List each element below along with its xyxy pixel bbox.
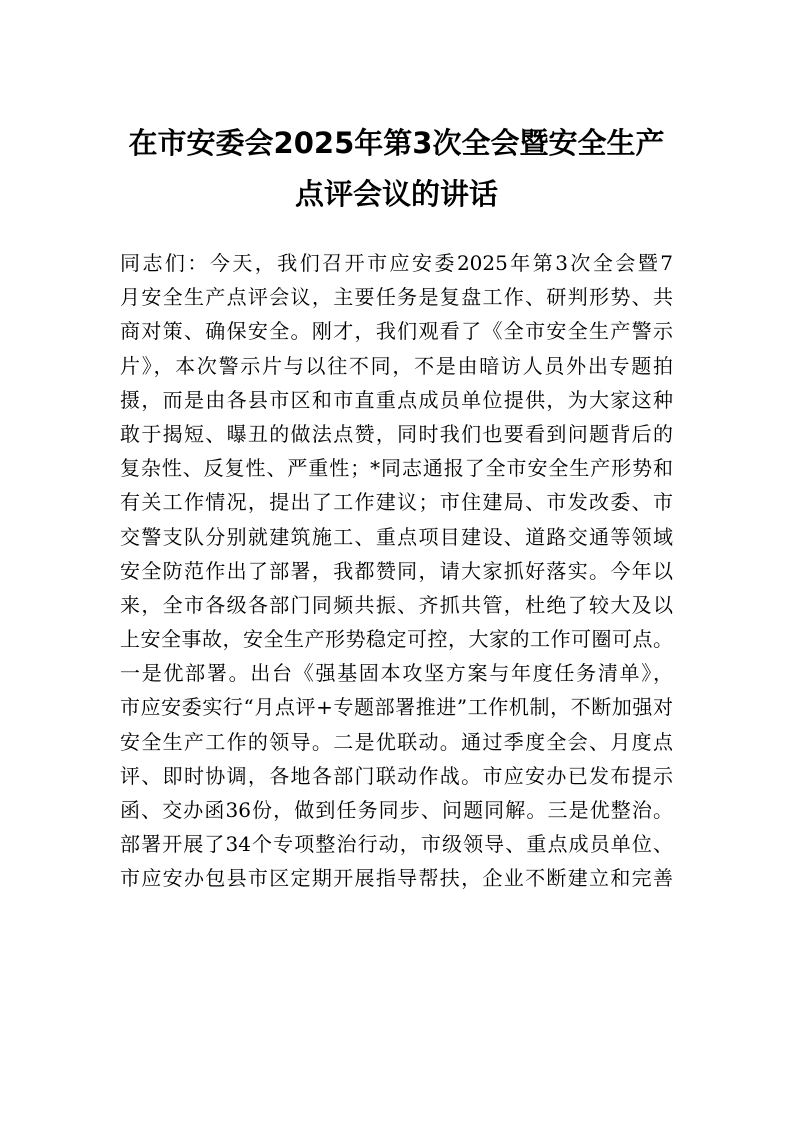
body-line: 市应安办包县市区定期开展指导帮扶，企业不断建立和完善	[120, 866, 673, 891]
body-line: 片》，本次警示片与以往不同，不是由暗访人员外出专题拍	[120, 353, 673, 378]
body-line: 安全防范作出了部署，我都赞同，请大家抓好落实。今年以	[120, 558, 673, 583]
body-line: 上安全事故，安全生产形势稳定可控，大家的工作可圈可点。	[120, 627, 673, 652]
body-line: 评、即时协调，各地各部门联动作战。市应安办已发布提示	[120, 763, 673, 788]
body-line: 商对策、确保安全。刚才，我们观看了《全市安全生产警示	[120, 319, 673, 344]
body-line: 同志们：今天，我们召开市应安委2025年第3次全会暨7	[120, 251, 673, 275]
body-line: 复杂性、反复性、严重性；*同志通报了全市安全生产形势和	[120, 456, 673, 481]
body-line: 一是优部署。出台《强基固本攻坚方案与年度任务清单》，	[120, 661, 673, 686]
document-body	[120, 246, 673, 896]
body-line: 来，全市各级各部门同频共振、齐抓共管，杜绝了较大及以	[120, 592, 673, 617]
body-line: 函、交办函36份，做到任务同步、问题同解。三是优整治。	[120, 798, 673, 822]
body-line: 交警支队分别就建筑施工、重点项目建设、道路交通等领域	[120, 524, 673, 549]
title-line-1: 在市安委会2025年第3次全会暨安全生产	[128, 126, 665, 160]
body-line: 摄，而是由各县市区和市直重点成员单位提供，为大家这种	[120, 387, 673, 412]
body-line: 有关工作情况，提出了工作建议；市住建局、市发改委、市	[120, 490, 673, 515]
body-line: 部署开展了34个专项整治行动，市级领导、重点成员单位、	[120, 832, 673, 857]
body-line: 市应安委实行“月点评+专题部署推进”工作机制，不断加强对	[120, 695, 673, 720]
body-line: 安全生产工作的领导。二是优联动。通过季度全会、月度点	[120, 729, 673, 754]
title-line-2: 点评会议的讲话	[294, 177, 498, 211]
body-line: 月安全生产点评会议，主要任务是复盘工作、研判形势、共	[120, 285, 673, 310]
body-line: 敢于揭短、曝丑的做法点赞，同时我们也要看到问题背后的	[120, 421, 673, 446]
document-title	[100, 118, 693, 220]
